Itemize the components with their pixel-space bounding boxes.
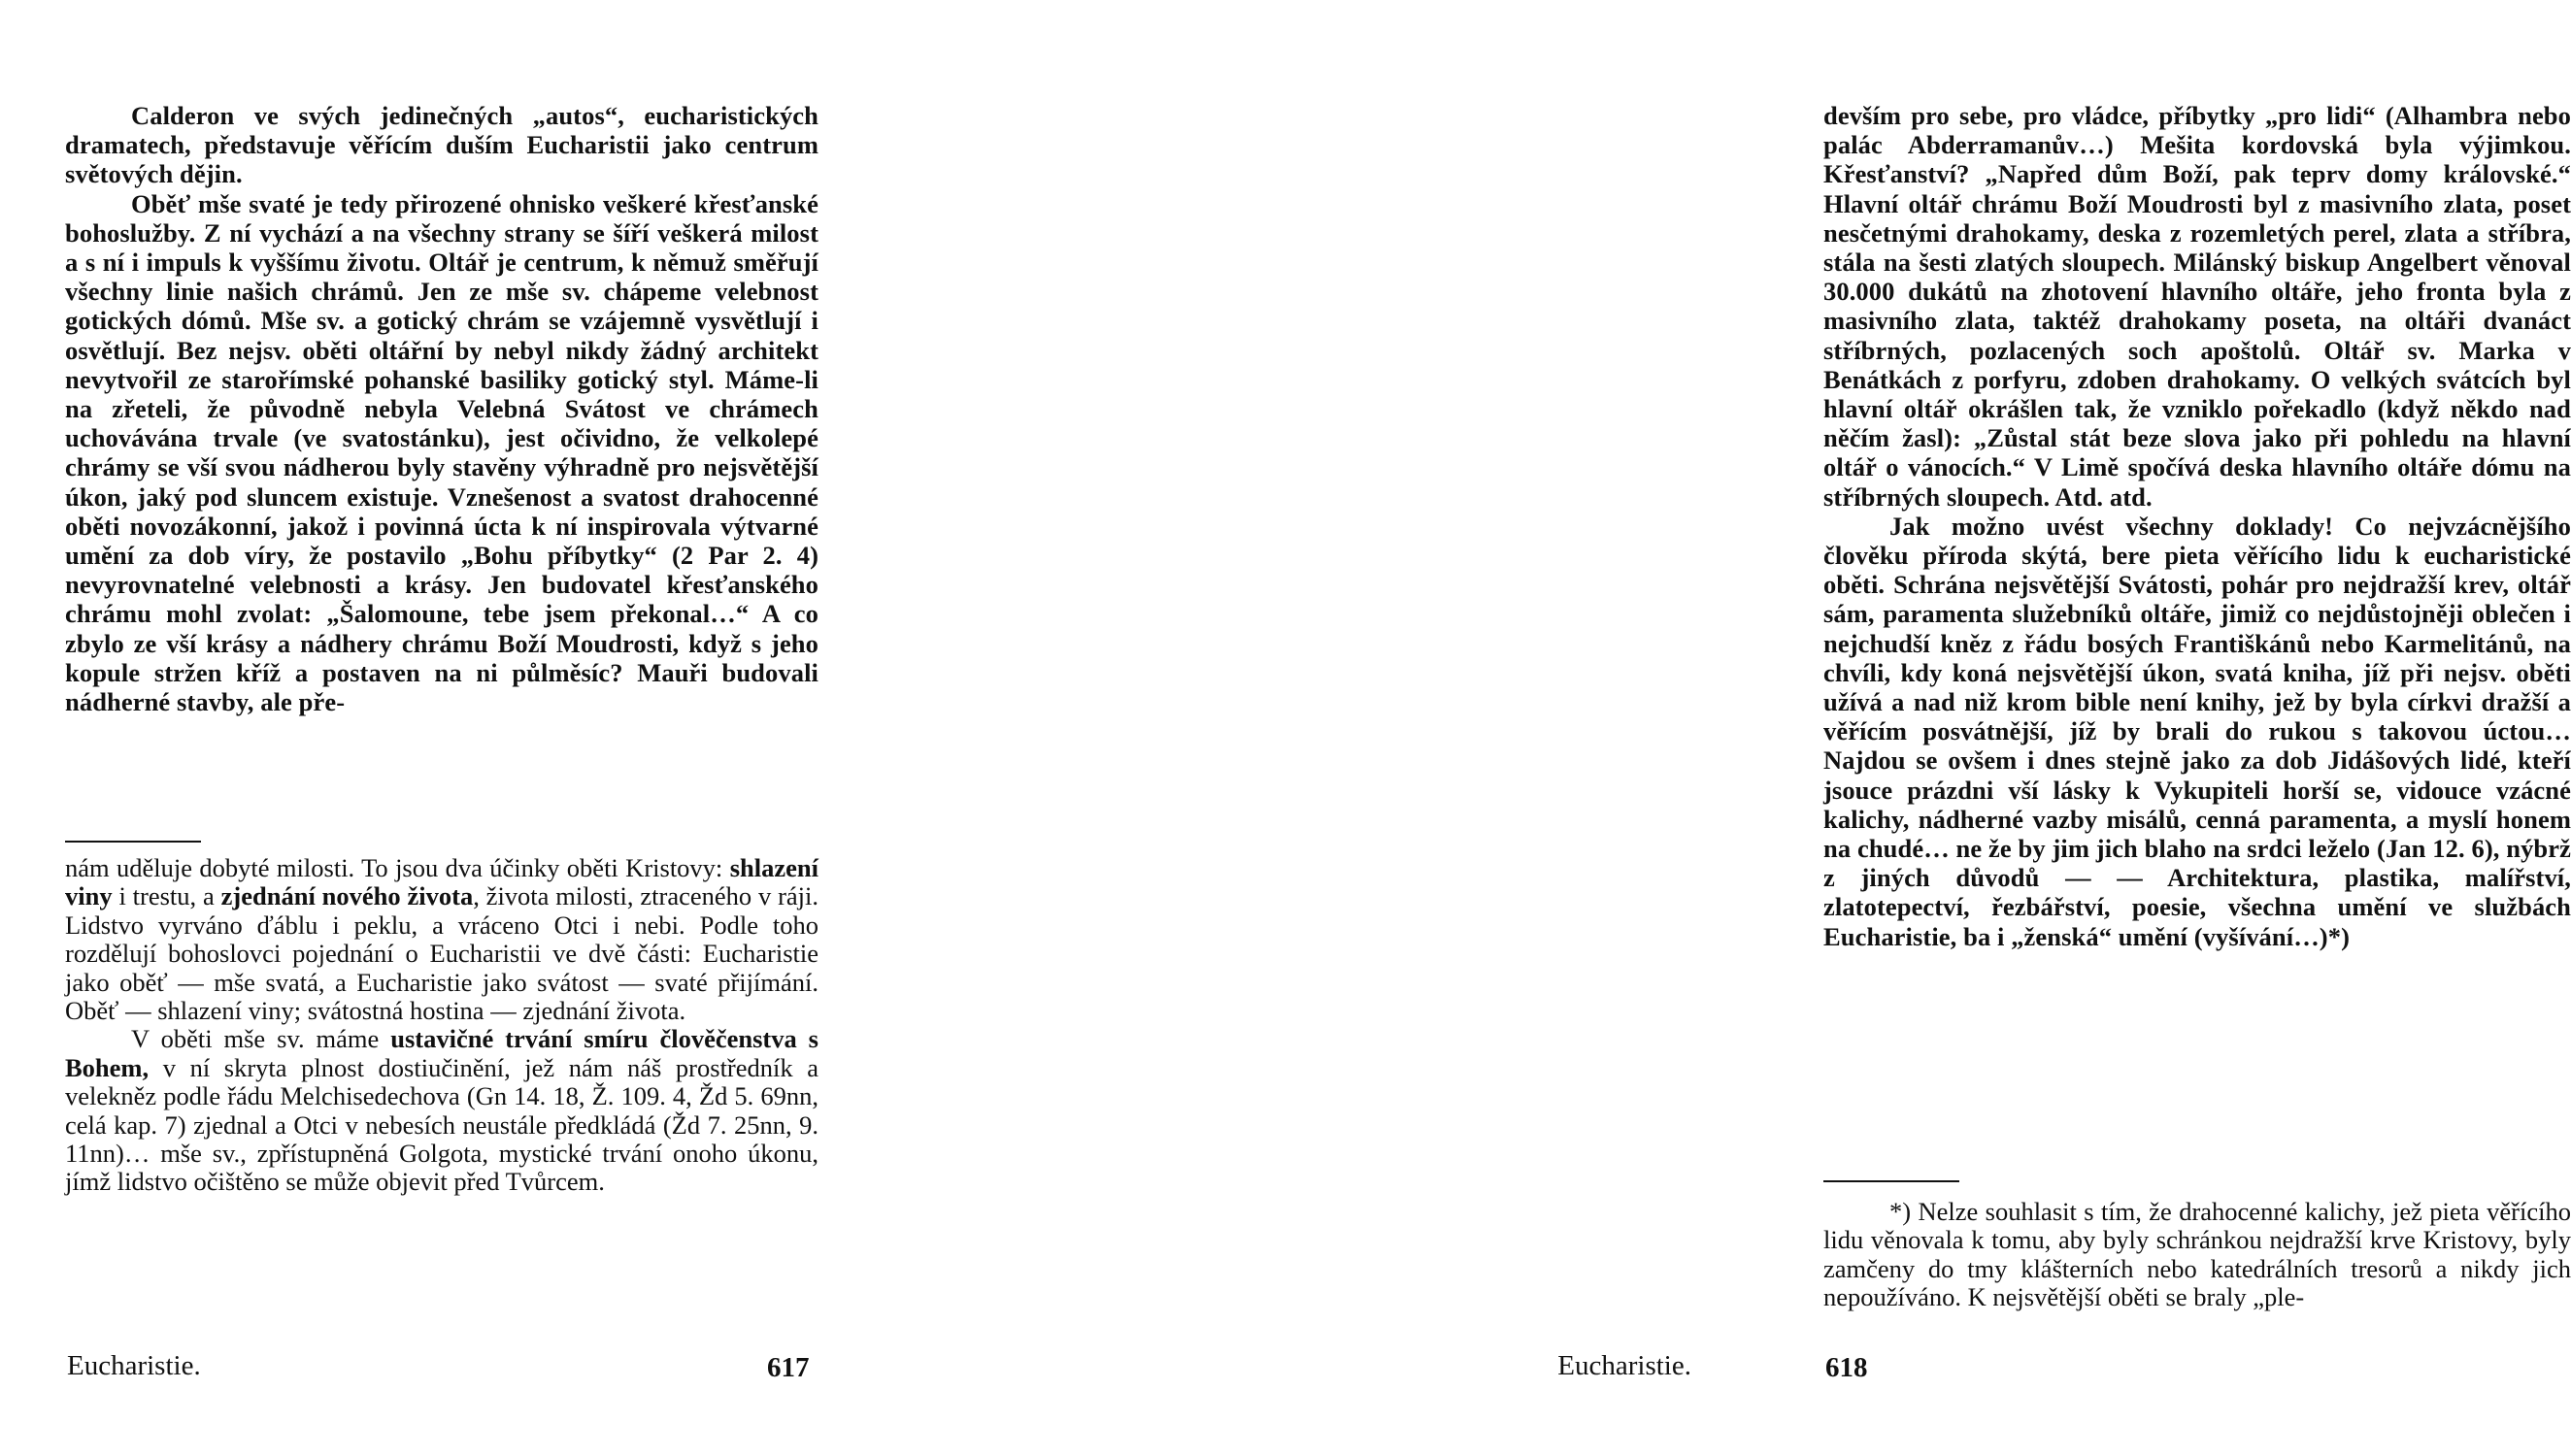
left-footnote-paragraph-2 bbox=[65, 1025, 818, 1196]
left-page-number: 617 bbox=[767, 1352, 810, 1383]
left-footnote bbox=[65, 854, 818, 1197]
right-page-number: 618 bbox=[1825, 1352, 1868, 1383]
right-paragraph-1: devším pro sebe, pro vládce, příbytky „pro lidi“ (Alhambra nebo palác Abderramanův…) Mešita kordovská byla výjimkou. Křesťanství? „Napřed dům Boží, pak teprv domy královské.“ Hlavní oltář chrámu Boží Moudrosti byl z masivního zlata, poset nesčetnými drahokamy, deska z rozemletých perel, zlata a stříbra, stála na šesti zlatých sloupech. Milánský biskup Angelbert věnoval 30.000 dukátů na zhotovení hlavního oltáře, jeho fronta byla z masivního zlata, taktéž drahokamy poseta, na oltáři dvanáct stříbrných, pozlacených soch apoštolů. Oltář sv. Marka v Benátkách z porfyru, zdoben drahokamy. O velkých svátcích byl hlavní oltář okrášlen tak, že vzniklo pořekadlo (když někdo nad něčím žasl): „Zůstal stát beze slova jako při pohledu na hlavní oltář o vánocích.“ V Limě spočívá deska hlavního oltáře dómu na stříbrných sloupech. Atd. atd. bbox=[1823, 101, 2571, 512]
left-paragraph-2: Oběť mše svaté je tedy přirozené ohnisko veškeré křesťanské bohoslužby. Z ní vychází a na všechny strany se šíří veškerá milost a s ní i impuls k vyššímu životu. Oltář je centrum, k němuž směřují všechny linie našich chrámů. Jen ze mše sv. chápeme velebnost gotických dómů. Mše sv. a gotický chrám se vzájemně vysvětlují i osvětlují. Bez nejsv. oběti oltářní by nebyl nikdy žádný architekt nevytvořil ze starořímské pohanské basiliky gotický styl. Máme-li na zřeteli, že původně nebyla Velebná Svátost ve chrámech uchovávána trvale (ve svatostánku), jest očividno, že velkolepé chrámy se vší svou nádherou byly stavěny výhradně pro nejsvětější úkon, jaký pod sluncem existuje. Vznešenost a svatost drahocenné oběti novozákonní, jakož i povinná úcta k ní inspirovala výtvarné umění za dob víry, že postavilo „Bohu příbytky“ (2 Par 2. 4) nevyrovnatelné velebnosti a krásy. Jen budovatel křesťanského chrámu mohl zvolat: „Šalomoune, tebe jsem překonal…“ A co zbylo ze vší krásy a nádhery chrámu Boží Moudrosti, když s jeho kopule stržen kříž a postaven na ni půlměsíc? Mauři budovali nádherné stavby, ale pře- bbox=[65, 188, 818, 717]
left-page bbox=[0, 0, 875, 1456]
footnote-text: V oběti mše sv. máme bbox=[131, 1024, 391, 1054]
footnote-emphasis: shlazení viny bbox=[65, 853, 818, 911]
left-footnote-rule bbox=[65, 841, 201, 843]
left-main-text bbox=[65, 101, 818, 716]
right-page bbox=[875, 0, 2571, 1456]
left-footnote-paragraph-1 bbox=[65, 854, 818, 1025]
left-paragraph-1: Calderon ve svých jedinečných „autos“, eucharistických dramatech, představuje věřícím duším Eucharistii jako centrum světových dějin. bbox=[65, 101, 818, 189]
footnote-emphasis: zjednání nového života bbox=[220, 881, 474, 911]
right-paragraph-2: Jak možno uvést všechny doklady! Co nejvzácnějšího člověku příroda skýtá, bere pieta věřícího lidu k eucharistické oběti. Schrána nejsvětější Svátosti, pohár pro nejdražší krev, oltář sám, paramenta služebníků oltáře, jimiž co nejdůstojněji oblečen i nejchudší kněz z řádu bosých Františkánů nebo Karmelitánů, na chvíli, kdy koná nejsvětější úkon, svatá kniha, jíž při nejsv. oběti užívá a nad niž krom bible není knihy, jež by byla církvi dražší a věřícím posvátnější, jíž by brali do rukou s takovou úctou… Najdou se ovšem i dnes stejně jako za dob Jidášových lidé, kteří jsouce prázdni vší lásky k Vykupiteli horší se, vidouce vzácné kalichy, nádherné vazby misálů, cenná paramenta, a myslí honem na chudé… ne že by jim jich blaho na srdci leželo (Jan 12. 6), nýbrž z jiných důvodů — — Architektura, plastika, malířství, zlatotepectví, řezbářství, poesie, všechna umění ve službách Eucharistie, ba i „ženská“ umění (vyšívání…)*) bbox=[1823, 511, 2571, 951]
right-footnote-paragraph: *) Nelze souhlasit s tím, že drahocenné kalichy, jež pieta věřícího lidu věnovala k tomu, aby byly schránkou nejdražší krve Kristovy, byly zamčeny do tmy klášterních nebo katedrálních tresorů a nikdy jich nepoužíváno. K nejsvětější oběti se braly „ple- bbox=[1823, 1197, 2571, 1312]
left-running-footer: Eucharistie. bbox=[67, 1350, 201, 1381]
right-running-footer: Eucharistie. bbox=[1557, 1350, 1691, 1381]
footnote-text: i trestu, a bbox=[112, 881, 221, 911]
right-main-text bbox=[1823, 101, 2571, 951]
right-footnote-rule bbox=[1823, 1180, 1959, 1182]
footnote-text: nám uděluje dobyté milosti. To jsou dva účinky oběti Kristovy: bbox=[65, 853, 730, 882]
footnote-text: v ní skryta plnost dostiučinění, jež nám náš prostředník a velekněz podle řádu Melchisedechova (Gn 14. 18, Ž. 109. 4, Žd 5. 69nn, celá kap. 7) zjednal a Otci v nebesích neustále předkládá (Žd 7. 25nn, 9. 11nn)… mše sv., zpřístupněná Golgota, mystické trvání onoho úkonu, jímž lidstvo očištěno se může objevit před Tvůrcem. bbox=[65, 1052, 818, 1197]
right-footnote bbox=[1823, 1198, 2571, 1312]
footnote-text: , života milosti, ztraceného v ráji. Lidstvo vyrváno ďáblu i peklu, a vráceno Otci i nebi. Podle toho rozdělují bohoslovci pojednání o Eucharistii ve dvě části: Eucharistie jako oběť — mše svatá, a Eucharistie jako svátost — svaté přijímání. Oběť — shlazení viny; svátostná hostina — zjednání života. bbox=[65, 881, 819, 1026]
footnote-emphasis: ustavičné trvání smíru člověčenstva s Bohem, bbox=[65, 1024, 818, 1082]
